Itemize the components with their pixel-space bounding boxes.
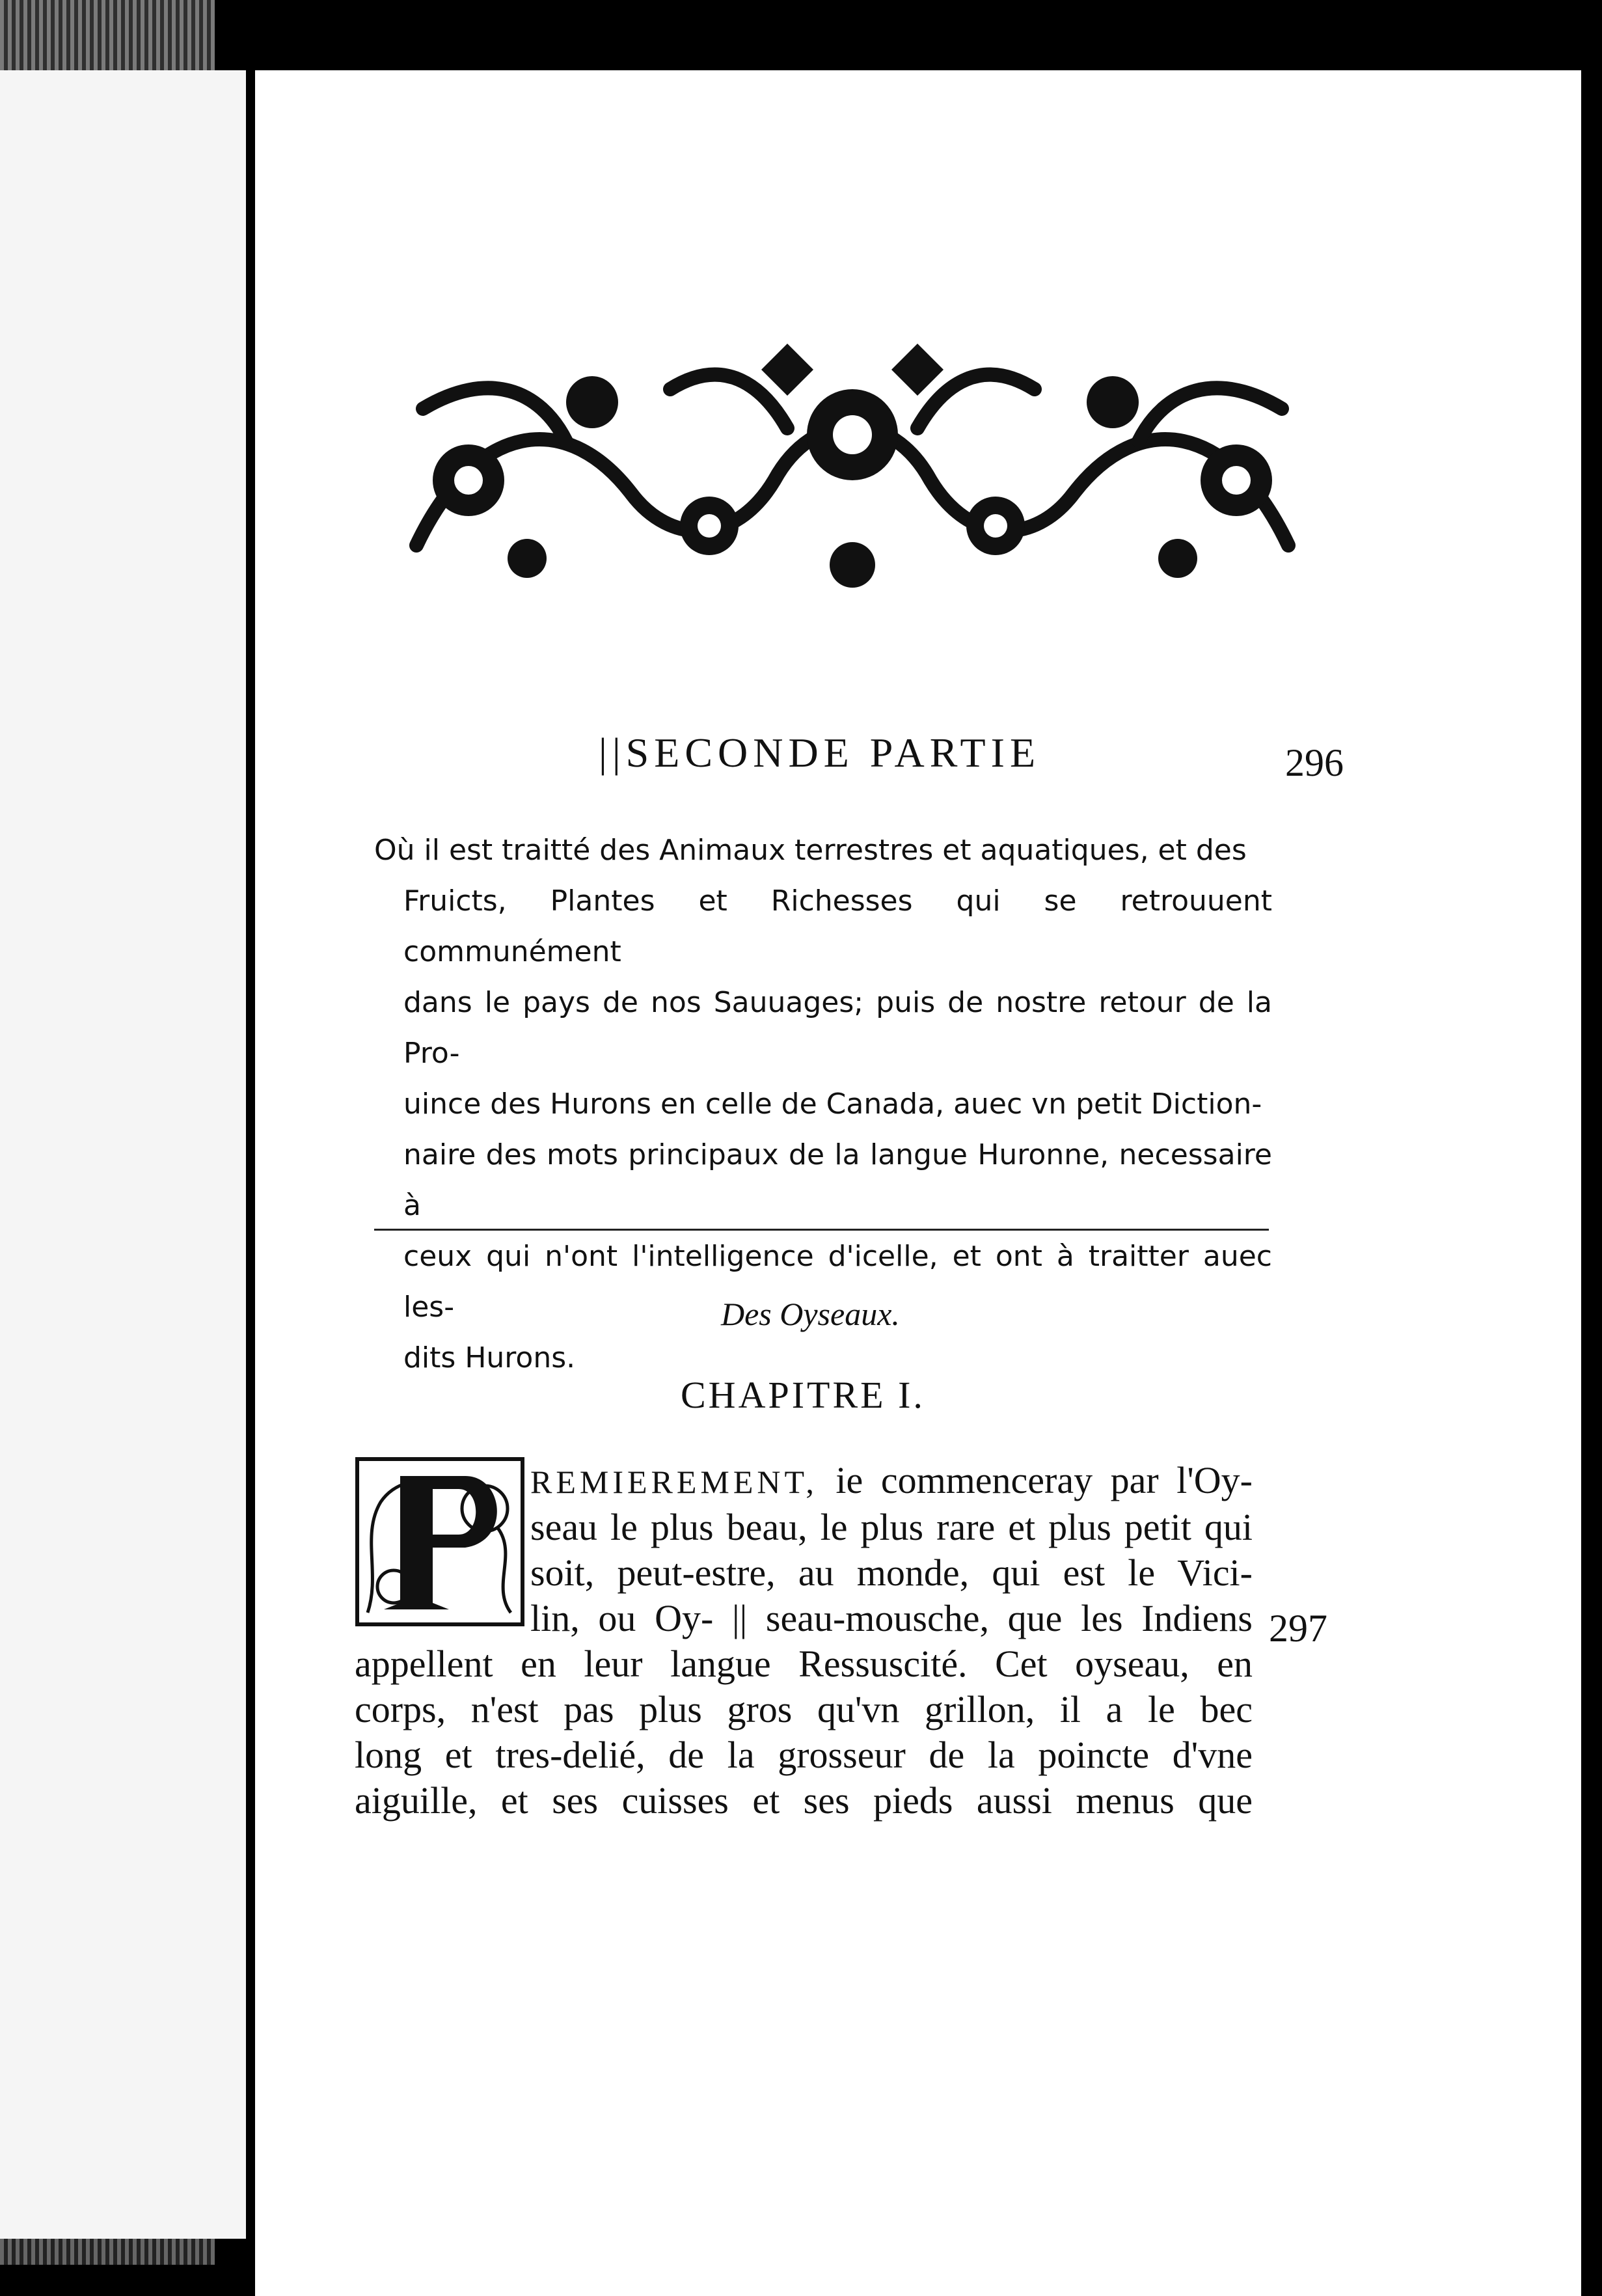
page-number-side: 297 [1269, 1607, 1327, 1650]
body-line: long et tres-delié, de la grosseur de la poincte d'vne [355, 1734, 1253, 1776]
summary-line: dans le pays de nos Sauuages; puis de nostre retour de la Pro- [403, 986, 1272, 1070]
body-line: corps, n'est pas plus gros qu'vn grillon, il a le bec [355, 1688, 1253, 1730]
body-line [355, 1458, 1253, 1505]
page-number-top: 296 [1285, 741, 1344, 784]
subheading: Des Oyseaux. [721, 1296, 900, 1332]
scan-edge-bottom [0, 2239, 215, 2265]
summary-line: ceux qui n'ont l'intelligence d'icelle, et ont à traitter auec les- [403, 1240, 1272, 1324]
chapter-body [355, 1458, 1253, 1824]
chapter-heading: CHAPITRE I. [681, 1374, 925, 1416]
summary-line: uince des Hurons en celle de Canada, auec vn petit Diction- [403, 1087, 1262, 1121]
scan-edge-top [0, 0, 215, 72]
ornamental-headpiece [397, 331, 1308, 597]
summary-line: Où il est traitté des Animaux terrestres et aquatiques, et des [374, 834, 1247, 867]
body-line: seau le plus beau, le plus rare et plus petit qui [530, 1506, 1253, 1548]
body-line: aiguille, et ses cuisses et ses pieds aussi menus que [355, 1779, 1253, 1822]
section-title: ||SECONDE PARTIE [599, 730, 1041, 776]
body-line: appellent en leur langue Ressuscité. Cet oyseau, en [355, 1643, 1253, 1685]
body-line: soit, peut-estre, au monde, qui est le Vici- [530, 1551, 1253, 1594]
summary-line: naire des mots principaux de la langue Huronne, necessaire à [403, 1138, 1272, 1222]
body-line-rest: ie commenceray par l'Oy- [835, 1459, 1253, 1501]
first-word: REMIEREMENT, [530, 1464, 818, 1500]
summary-line: dits Hurons. [403, 1341, 576, 1374]
left-page [0, 70, 246, 2239]
divider-rule [374, 1229, 1269, 1231]
summary-line: Fruicts, Plantes et Richesses qui se retrouuent communément [403, 884, 1272, 968]
body-line: lin, ou Oy- || seau-mousche, que les Indiens [530, 1597, 1253, 1639]
